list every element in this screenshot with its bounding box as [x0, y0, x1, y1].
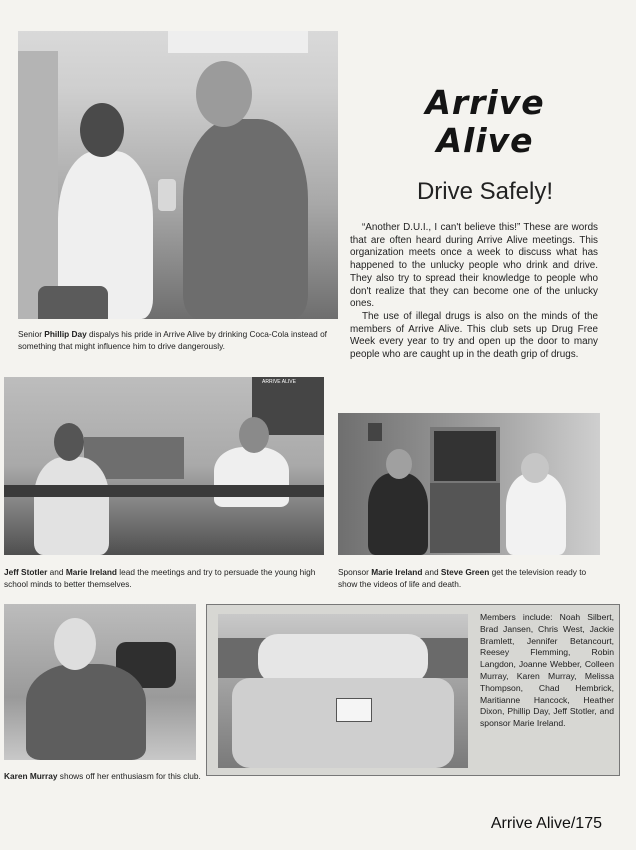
photo-group	[218, 614, 468, 768]
wall-left	[18, 51, 58, 319]
caption-name: Marie Ireland	[371, 567, 423, 577]
person-phillip-head	[196, 61, 252, 127]
group-sign	[336, 698, 372, 722]
person-marie-2-head	[521, 453, 549, 483]
tv-cart	[430, 483, 500, 553]
caption-text: get the television ready to show the videos of life and death.	[338, 567, 587, 589]
person-marie-head	[239, 417, 269, 453]
photo-karen-murray	[4, 604, 196, 760]
person-marie-2	[506, 473, 566, 555]
caption-name: Marie Ireland	[65, 567, 117, 577]
person-marie	[214, 447, 289, 507]
page-folio: Arrive Alive/175	[490, 815, 602, 832]
photo-phillip-day	[18, 31, 338, 319]
table	[4, 485, 324, 497]
handbag	[38, 286, 108, 319]
caption-text: shows off her enthusiasm for this club.	[57, 771, 201, 781]
caption-phillip-day	[18, 328, 338, 352]
coca-cola-can	[158, 179, 176, 211]
person-karen-head	[54, 618, 96, 670]
flag	[368, 423, 382, 441]
title-line-2: Alive	[436, 121, 534, 160]
photo-television	[338, 413, 600, 555]
person-left-head	[80, 103, 124, 157]
group-row-back	[258, 634, 428, 684]
title-line-1: Arrive	[425, 83, 545, 122]
person-jeff	[34, 457, 109, 555]
caption-name: Steve Green	[440, 567, 490, 577]
caption-text: and	[422, 567, 441, 577]
body-text	[350, 222, 598, 362]
photo-jeff-marie	[4, 377, 324, 555]
caption-text: dispalys his pride in Arrive Alive by drinking Coca-Cola instead of something that might influence him to drive dangerously.	[18, 329, 327, 351]
person-phillip	[183, 119, 308, 319]
caption-text: Senior	[18, 329, 45, 339]
person-steve	[368, 473, 428, 555]
group-row-front	[232, 678, 454, 768]
body-paragraph-1: “Another D.U.I., I can't believe this!” These are words that are often heard during Arrive Alive meetings. This organization meets once a week to discuss what has happened to the unlucky people who drink and drive. They also try to spread their knowledge to people who don't realize that they can become one of the unlucky ones.	[350, 222, 598, 310]
caption-text: lead the meetings and try to persuade the young high school minds to better themselves.	[4, 567, 316, 589]
ceiling-panel	[168, 31, 308, 53]
caption-text: and	[47, 567, 66, 577]
caption-name: Phillip Day	[44, 329, 87, 339]
subtitle: Drive Safely!	[416, 178, 554, 205]
person-jeff-head	[54, 423, 84, 461]
television	[430, 427, 500, 485]
body-paragraph-2: The use of illegal drugs is also on the minds of the members of Arrive Alive. This club sets up Drug Free Week every year to try and open up the door to many people who are caught up in the death grip of drugs.	[350, 310, 598, 361]
caption-television	[338, 566, 606, 590]
poster-text: ARRIVE ALIVE	[262, 379, 296, 385]
page-title	[380, 84, 590, 160]
caption-text: Sponsor	[338, 567, 372, 577]
members-list: Members include: Noah Silbert, Brad Jansen, Chris West, Jackie Bramlett, Jennifer Betancourt, Reesey Flemming, Robin Langdon, Joanne Webber, Colleen Murray, Karen Murray, Melissa Thompson, Chad Hembrick, Maritianne Hancock, Heather Dixon, Phillip Day, Jeff Stotler, and sponsor Marie Ireland.	[480, 612, 614, 729]
caption-name: Jeff Stotler	[4, 567, 48, 577]
caption-name: Karen Murray	[4, 771, 58, 781]
person-steve-head	[386, 449, 412, 479]
caption-jeff-marie	[4, 566, 326, 590]
caption-karen-murray	[4, 770, 204, 782]
person-karen	[26, 664, 146, 760]
